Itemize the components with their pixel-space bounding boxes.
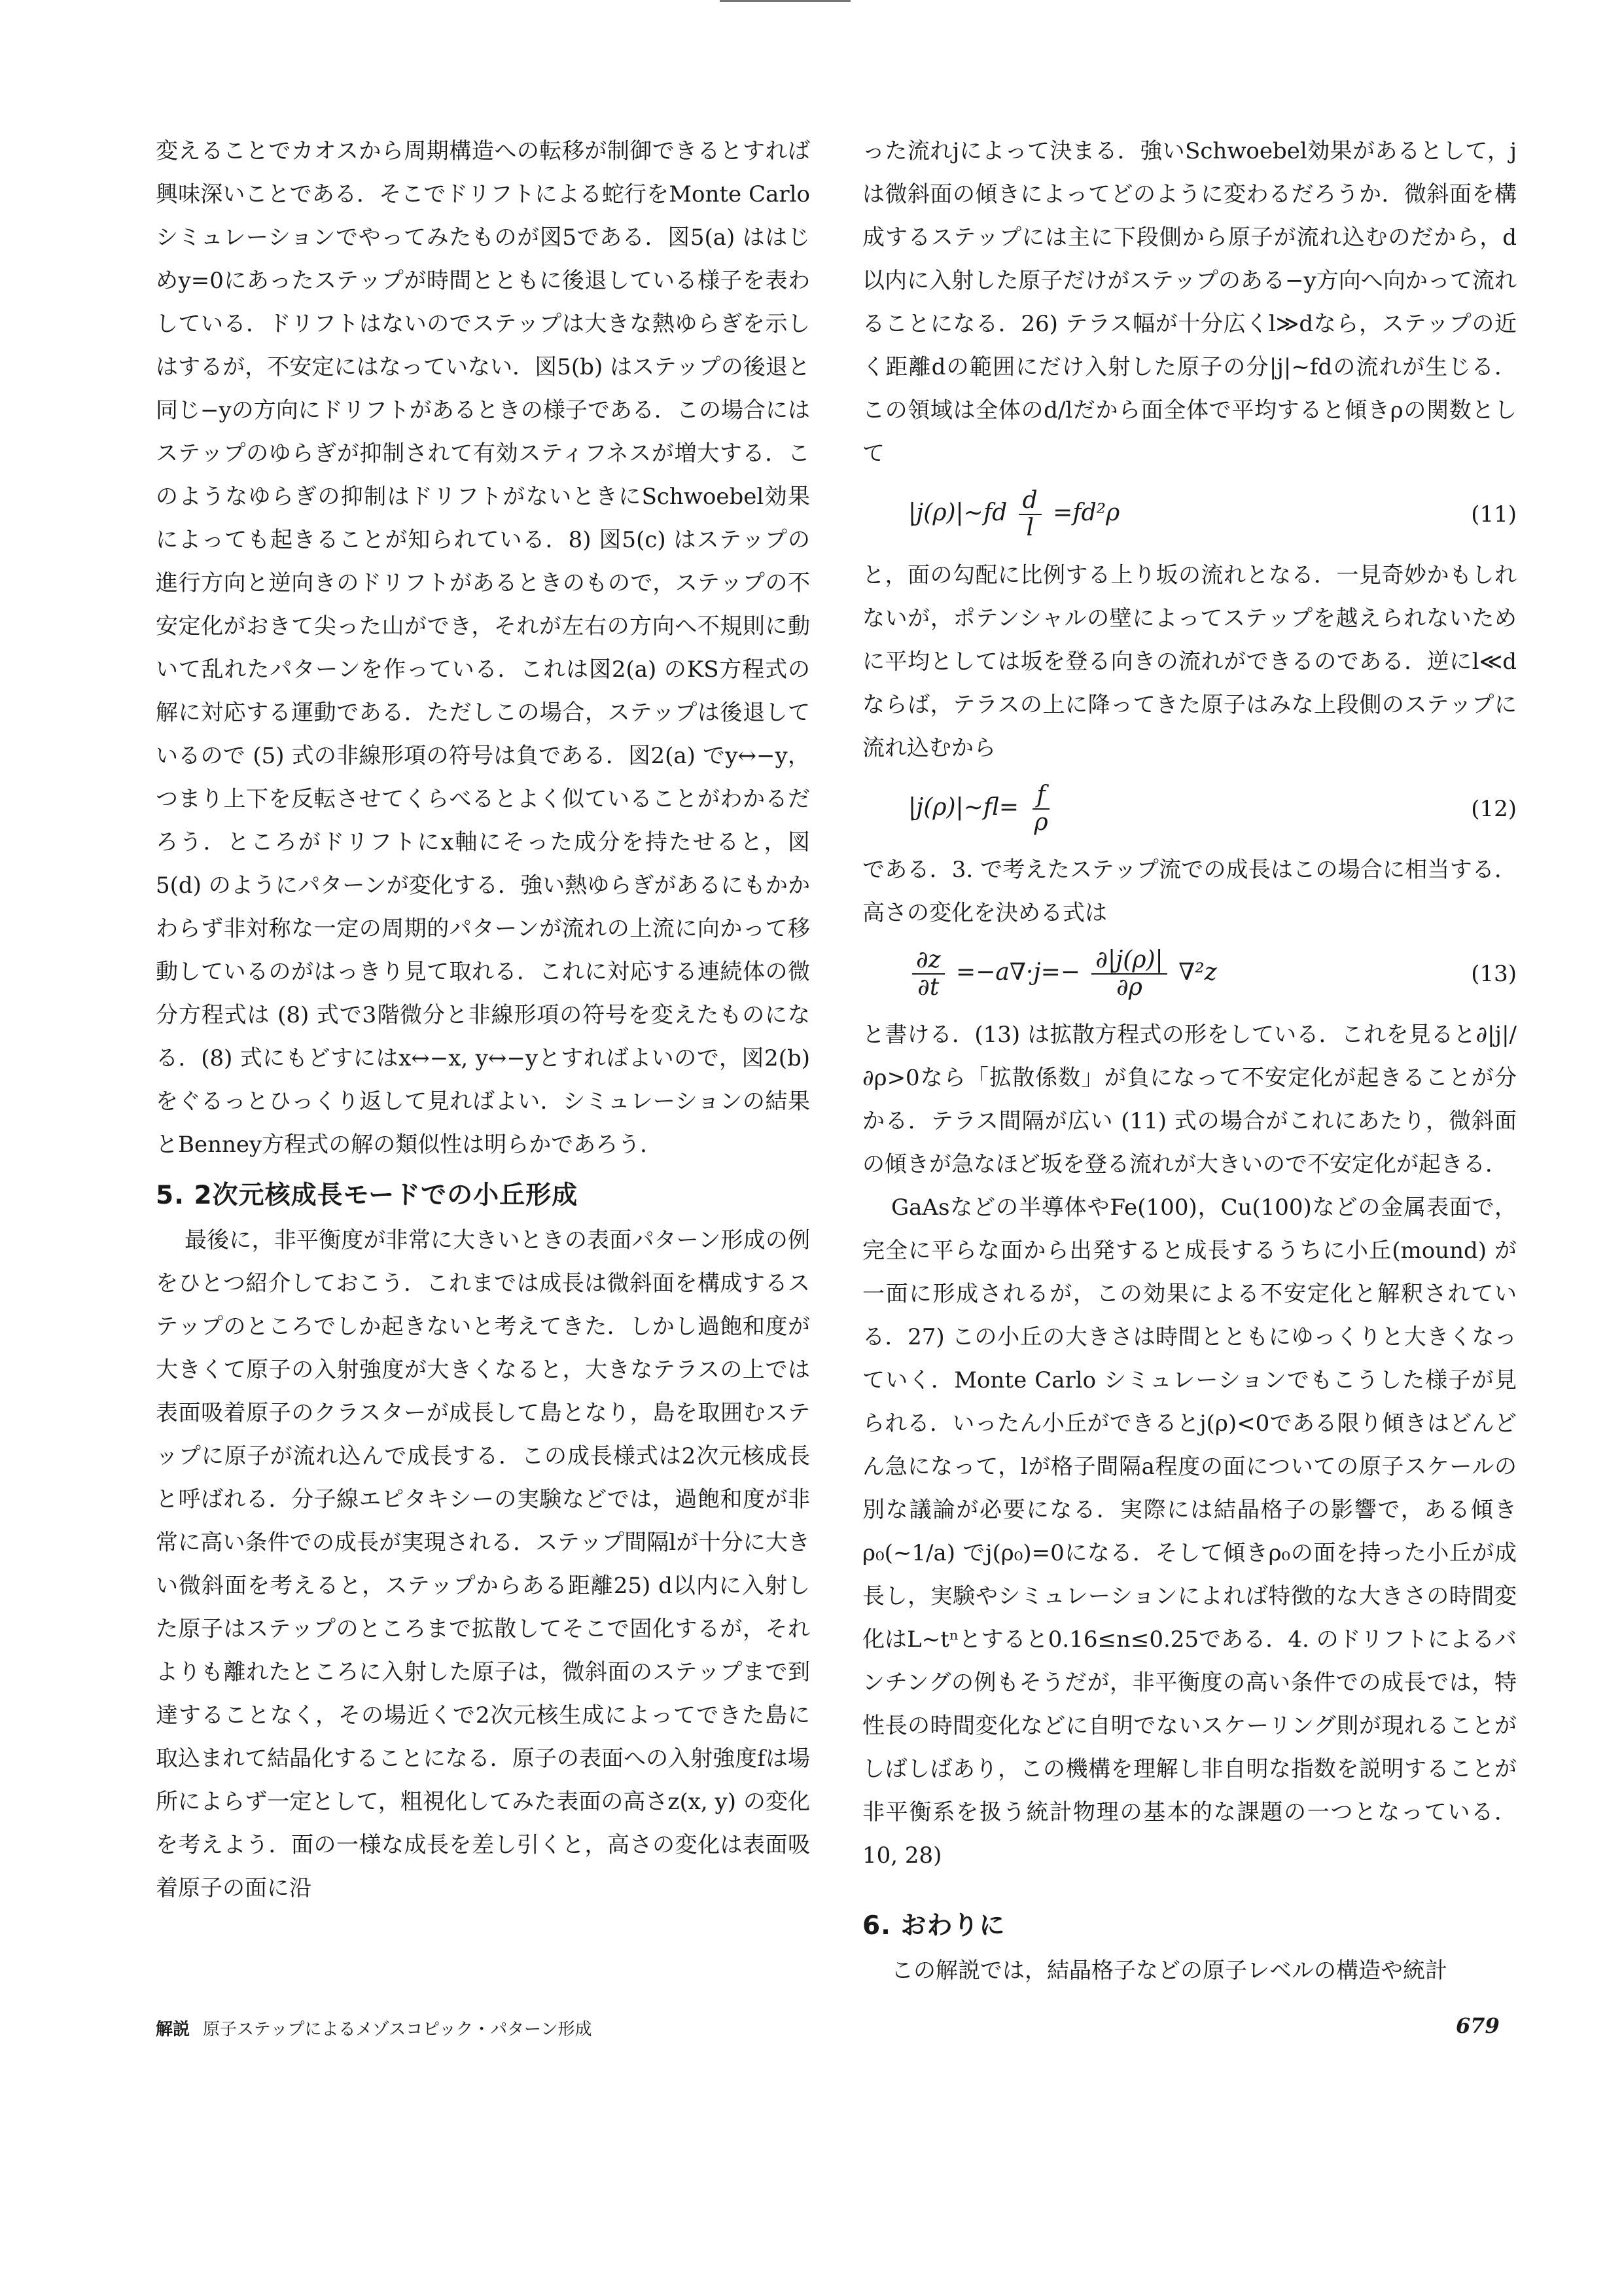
right-paragraph-5: GaAsなどの半導体やFe(100)，Cu(100)などの金属表面で，完全に平らな面から出発すると成長するうちに小丘(mound) が一面に形成されるが，この効果による不安定化と解釈されている．27) この小丘の大きさは時間とともにゆっくりと大きくなっていく．Monte Carlo シミュレーションでもこうした様子が見られる．いったん小丘ができるとj(ρ)<0である限り傾きはどんどん急になって，lが格子間隔a程度の面についての原子スケールの別な議論が必要になる．実際には結晶格子の影響で，ある傾きρ₀(∼1/a) でj(ρ₀)=0になる．そして傾きρ₀の面を持った小丘が成長し，実験やシミュレーションによれば特徴的な大きさの時間変化はL∼tⁿとすると0.16≤n≤0.25である．4. のドリフトによるバンチングの例もそうだが，非平衡度の高い条件での成長では，特性長の時間変化などに自明でないスケーリング則が現れることがしばしばあり，この機構を理解し非自明な指数を説明することが非平衡系を扱う統計物理の基本的な課題の一つとなっている．10, 28) xyxy=(862,1194,1517,1869)
equation-12-number: (12) xyxy=(1471,796,1517,822)
eq13-numerator-2: ∂|j(ρ)| xyxy=(1091,947,1167,975)
equation-12 xyxy=(862,770,1517,848)
eq13-tail: ∇²z xyxy=(1178,959,1217,986)
equation-13-body xyxy=(908,947,1217,1001)
eq13-middle: =−a∇·j=− xyxy=(956,959,1080,986)
equation-13-number: (13) xyxy=(1471,961,1517,987)
footer-article-title: 原子ステップによるメゾスコピック・パターン形成 xyxy=(203,2020,592,2039)
eq13-fraction-2 xyxy=(1091,947,1167,1001)
eq13-denominator-1: ∂t xyxy=(917,974,940,1001)
left-paragraph-2: 最後に，非平衡度が非常に大きいときの表面パターン形成の例をひとつ紹介しておこう．これまでは成長は微斜面を構成するステップのところでしか起きないと考えてきた．しかし過飽和度が大きくて原子の入射強度が大きくなると，大きなテラスの上では表面吸着原子のクラスターが成長して島となり，島を取囲むステップに原子が流れ込んで成長する．この成長様式は2次元核成長と呼ばれる．分子線エピタキシーの実験などでは，過飽和度が非常に高い条件での成長が実現される．ステップ間隔lが十分に大きい微斜面を考えると，ステップからある距離25) d以内に入射した原子はステップのところまで拡散してそこで固化するが，それよりも離れたところに入射した原子は，微斜面のステップまで到達することなく，その場近くで2次元核生成によってできた島に取込まれて結晶化することになる．原子の表面への入射強度fは場所によらず一定として，粗視化してみた表面の高さz(x, y) の変化を考えよう．面の一様な成長を差し引くと，高さの変化は表面吸着原子の面に沿 xyxy=(156,1227,810,1901)
left-column xyxy=(156,130,810,1910)
equation-11-number: (11) xyxy=(1471,501,1517,528)
eq11-lhs: |j(ρ)|∼fd xyxy=(908,499,1008,526)
equation-11 xyxy=(862,475,1517,554)
right-paragraph-1: った流れjによって決まる．強いSchwoebel効果があるとして，jは微斜面の傾きによってどのように変わるだろうか．微斜面を構成するステップには主に下段側から原子が流れ込むのだから，d以内に入射した原子だけがステップのある−y方向へ向かって流れることになる．26) テラス幅が十分広くl≫dなら，ステップの近く距離dの範囲にだけ入射した原子の分|j|∼fdの流れが生じる．この領域は全体のd/lだから面全体で平均すると傾きρの関数として xyxy=(862,138,1517,467)
right-paragraph-2: と，面の勾配に比例する上り坂の流れとなる．一見奇妙かもしれないが，ポテンシャルの壁によってステップを越えられないために平均としては坂を登る向きの流れができるのである．逆にl≪dならば，テラスの上に降ってきた原子はみな上段側のステップに流れ込むから xyxy=(862,562,1517,761)
right-column xyxy=(862,130,1517,1992)
equation-13 xyxy=(862,935,1517,1013)
right-paragraph-3: である．3. で考えたステップ流での成長はこの場合に相当する．高さの変化を決める式は xyxy=(862,857,1517,926)
scan-edge-mark xyxy=(720,0,851,2)
left-paragraph-1: 変えることでカオスから周期構造への転移が制御できるとすれば興味深いことである．そこでドリフトによる蛇行をMonte Carlo シミュレーションでやってみたものが図5である．図5(a) ははじめy=0にあったステップが時間とともに後退している様子を表わしている．ドリフトはないのでステップは大きな熱ゆらぎを示しはするが，不安定にはなっていない．図5(b) はステップの後退と同じ−yの方向にドリフトがあるときの様子である．この場合にはステップのゆらぎが抑制されて有効スティフネスが増大する．このようなゆらぎの抑制はドリフトがないときにSchwoebel効果によっても起きることが知られている．8) 図5(c) はステップの進行方向と逆向きのドリフトがあるときのもので，ステップの不安定化がおきて尖った山ができ，それが左右の方向へ不規則に動いて乱れたパターンを作っている．これは図2(a) のKS方程式の解に対応する運動である．ただしこの場合，ステップは後退しているので (5) 式の非線形項の符号は負である．図2(a) でy↔−y，つまり上下を反転させてくらべるとよく似ていることがわかるだろう．ところがドリフトにx軸にそった成分を持たせると，図5(d) のようにパターンが変化する．強い熱ゆらぎがあるにもかかわらず非対称な一定の周期的パターンが流れの上流に向かって移動しているのがはっきり見て取れる．これに対応する連続体の微分方程式は (8) 式で3階微分と非線形項の符号を変えたものになる．(8) 式にもどすにはx↔−x, y↔−yとすればよいので，図2(b) をぐるっとひっくり返して見ればよい．シミュレーションの結果とBenney方程式の解の類似性は明らかであろう． xyxy=(156,138,810,1158)
section-6-heading: 6. おわりに xyxy=(862,1911,1006,1941)
eq12-denominator: ρ xyxy=(1034,809,1048,836)
eq13-fraction-1 xyxy=(912,947,945,1001)
eq12-lhs: |j(ρ)|∼fl= xyxy=(908,794,1019,821)
eq11-fraction xyxy=(1019,488,1042,541)
equation-11-body xyxy=(908,488,1120,541)
eq11-denominator: l xyxy=(1026,514,1034,541)
eq13-numerator-1: ∂z xyxy=(912,947,945,975)
eq11-rhs: =fd²ρ xyxy=(1053,499,1120,526)
eq11-numerator: d xyxy=(1019,488,1042,515)
equation-12-body xyxy=(908,782,1056,836)
right-paragraph-4: と書ける．(13) は拡散方程式の形をしている．これを見ると∂|j|/∂ρ>0なら「拡散係数」が負になって不安定化が起きることが分かる．テラス間隔が広い (11) 式の場合がこれにあたり，微斜面の傾きが急なほど坂を登る流れが大きいので不安定化が起きる． xyxy=(862,1022,1517,1177)
footer-label: 解説 xyxy=(156,2020,190,2039)
eq12-numerator: f xyxy=(1033,782,1049,810)
eq12-fraction xyxy=(1030,782,1051,836)
eq13-denominator-2: ∂ρ xyxy=(1116,974,1142,1001)
running-footer xyxy=(156,2016,592,2040)
section-5-heading: 5. 2次元核成長モードでの小丘形成 xyxy=(156,1181,578,1210)
right-paragraph-6: この解説では，結晶格子などの原子レベルの構造や統計 xyxy=(891,1958,1447,1984)
page-number: 679 xyxy=(1456,2013,1500,2038)
